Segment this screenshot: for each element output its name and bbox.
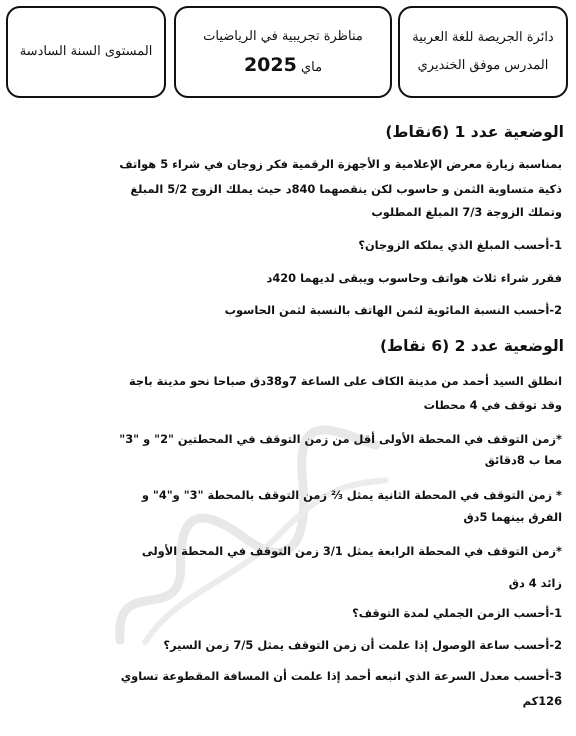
section1-question2: 2-أحسب النسبة المائوية لثمن الهاتف بالنسبة لثمن الحاسوب bbox=[224, 303, 562, 317]
section2-paragraph-line1: انطلق السيد أحمد من مدينة الكاف على الساعة 7و38دق صباحا نحو مدينة باجة bbox=[129, 374, 562, 388]
section1-statement: فقرر شراء ثلاث هواتف وحاسوب ويبقى لديهما 420د bbox=[266, 271, 562, 285]
section2-question1: 1-أحسب الزمن الجملي لمدة التوقف؟ bbox=[352, 606, 562, 620]
exam-title: مناظرة تجريبية في الرياضيات bbox=[203, 28, 363, 44]
exam-year: 2025 bbox=[243, 53, 297, 76]
exam-month: ماي bbox=[300, 59, 323, 75]
section1-question1: 1-أحسب المبلغ الذي يملكه الزوجان؟ bbox=[358, 238, 562, 252]
section2-bullet1-line2: معا ب 8دقائق bbox=[484, 453, 562, 467]
section2-question3-line1: 3-أحسب معدل السرعة الذي اتبعه أحمد إذا علمت أن المسافة المقطوعة تساوي bbox=[120, 669, 562, 683]
teacher-name: المدرس موفق الخنديري bbox=[417, 58, 549, 73]
section1-paragraph-line2: ذكية متساوية الثمن و حاسوب لكن ينقصهما 840د حيث يملك الزوج 5/2 المبلغ bbox=[130, 182, 562, 196]
section2-bullet3-line1: *زمن التوقف في المحطة الرابعة يمثل 3/1 زمن التوقف في المحطة الأولى bbox=[141, 544, 562, 558]
section2-bullet1-line1: *زمن التوقف في المحطة الأولى أقل من زمن التوقف في المحطتين "2" و "3" bbox=[119, 432, 562, 446]
level-label: المستوى السنة السادسة bbox=[19, 44, 153, 59]
school-name: دائرة الجريصة للغة العربية bbox=[412, 30, 554, 45]
section1-paragraph-line1: بمناسبة زيارة معرض الإعلامية و الأجهزة الرقمية فكر زوجان في شراء 5 هواتف bbox=[119, 157, 562, 171]
section2-bullet3-line2: زائد 4 دق bbox=[508, 576, 562, 590]
section2-title: الوضعية عدد 2 (6 نقاط) bbox=[379, 337, 564, 355]
section2-bullet2-line2: الفرق بينهما 5دق bbox=[463, 510, 562, 524]
section2-bullet2-line1: * زمن التوقف في المحطة الثانية يمثل ⅔ زمن التوقف بالمحطة "3" و"4" و bbox=[141, 488, 562, 502]
section2-paragraph-line2: وقد توقف في 4 محطات bbox=[423, 398, 562, 412]
section1-paragraph-line3: وتملك الزوجة 7/3 المبلغ المطلوب bbox=[371, 205, 562, 219]
section1-title: الوضعية عدد 1 (6نقاط) bbox=[385, 123, 564, 141]
section2-question3-line2: 126كم bbox=[522, 694, 562, 708]
section2-question2: 2-أحسب ساعة الوصول إذا علمت أن زمن التوقف يمثل 7/5 زمن السير؟ bbox=[163, 638, 562, 652]
